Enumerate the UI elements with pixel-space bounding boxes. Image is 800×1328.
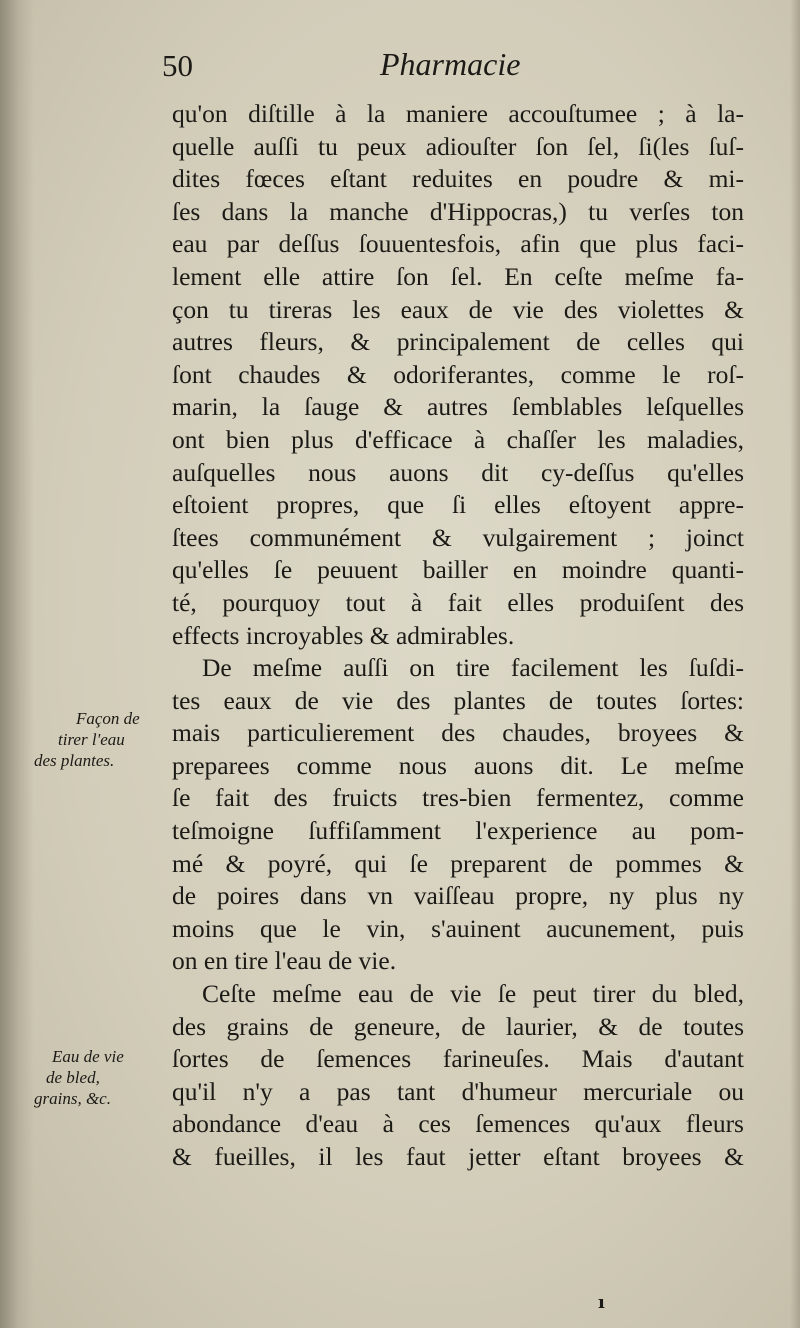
body-text [172,98,744,1174]
paragraph-start-line: Ceſte meſme eau de vie ſe peut tirer du bled, [202,979,744,1009]
text-line: eau par deſſus ſouuentesfois, afin que plus faci- [172,229,744,259]
text-line: ſe fait des fruicts tres-bien fermentez, comme [172,783,744,813]
text-line: autres fleurs, & principalement de celles qui [172,327,744,357]
paragraph-start-line: De meſme auſſi on tire facilement les ſuſdi- [202,653,744,683]
text-line: qu'elles ſe peuuent bailler en moindre quanti- [172,555,744,585]
text-line: teſmoigne ſuffiſamment l'experience au pom- [172,816,744,846]
text-line: effects incroyables & admirables. [172,620,515,650]
text-line: moins que le vin, s'auinent aucunement, puis [172,913,744,943]
text-line: auſquelles nous auons dit cy-deſſus qu'elles [172,457,744,487]
margin-note [34,708,170,771]
text-line: & fueilles, il les faut jetter eſtant broyees & [172,1142,744,1171]
margin-note-line: tirer l'eau [58,730,125,749]
margin-note-line: Façon de [76,709,140,728]
text-line: ſortes de ſemences farineuſes. Mais d'autant [172,1044,744,1074]
text-line: ſes dans la manche d'Hippocras,) tu verſes ton [172,196,744,226]
text-line: çon tu tireras les eaux de vie des violettes & [172,294,744,324]
text-line: des grains de geneure, de laurier, & de toutes [172,1011,744,1041]
margin-note-line: de bled, [46,1068,100,1087]
text-line: té, pourquoy tout à fait elles produiſent des [172,587,744,617]
running-title: Pharmacie [380,46,521,82]
text-line: mais particulierement des chaudes, broyees & [172,718,744,748]
text-line: abondance d'eau à ces ſemences qu'aux fleurs [172,1109,744,1139]
text-line: ſont chaudes & odoriferantes, comme le roſ- [172,359,744,389]
running-head [162,48,742,94]
text-line: ont bien plus d'efficace à chaſſer les maladies, [172,424,744,454]
text-line: qu'il n'y a pas tant d'humeur mercuriale ou [172,1076,744,1106]
page-number: 50 [162,48,193,83]
text-line: tes eaux de vie des plantes de toutes ſortes: [172,685,744,715]
text-line: dites fœces eſtant reduites en poudre & mi- [172,164,744,194]
text-line: marin, la ſauge & autres ſemblables leſquelles [172,392,744,422]
text-line: preparees comme nous auons dit. Le meſme [172,750,744,780]
text-line: lement elle attire ſon ſel. En ceſte meſme fa- [172,261,744,291]
text-line: de poires dans vn vaiſſeau propre, ny plus ny [172,881,744,911]
text-line: qu'on diſtille à la maniere accouſtumee ; à la- [172,99,744,128]
margin-note-line: Eau de vie [52,1047,124,1066]
margin-note-line: des plantes. [34,751,115,770]
text-line: ſtees communément & vulgairement ; joinct [172,522,744,552]
text-line: eſtoient propres, que ſi elles eſtoyent appre- [172,490,744,520]
text-line: mé & poyré, qui ſe preparent de pommes & [172,848,744,878]
margin-note-line: grains, &c. [34,1089,111,1108]
text-line: quelle auſſi tu peux adiouſter ſon ſel, ſi(les ſuſ- [172,131,744,161]
binding-gutter [0,0,34,1328]
signature-mark: ı [598,1292,605,1313]
page-edge [790,0,800,1328]
margin-note [34,1046,170,1109]
text-line: on en tire l'eau de vie. [172,946,397,976]
